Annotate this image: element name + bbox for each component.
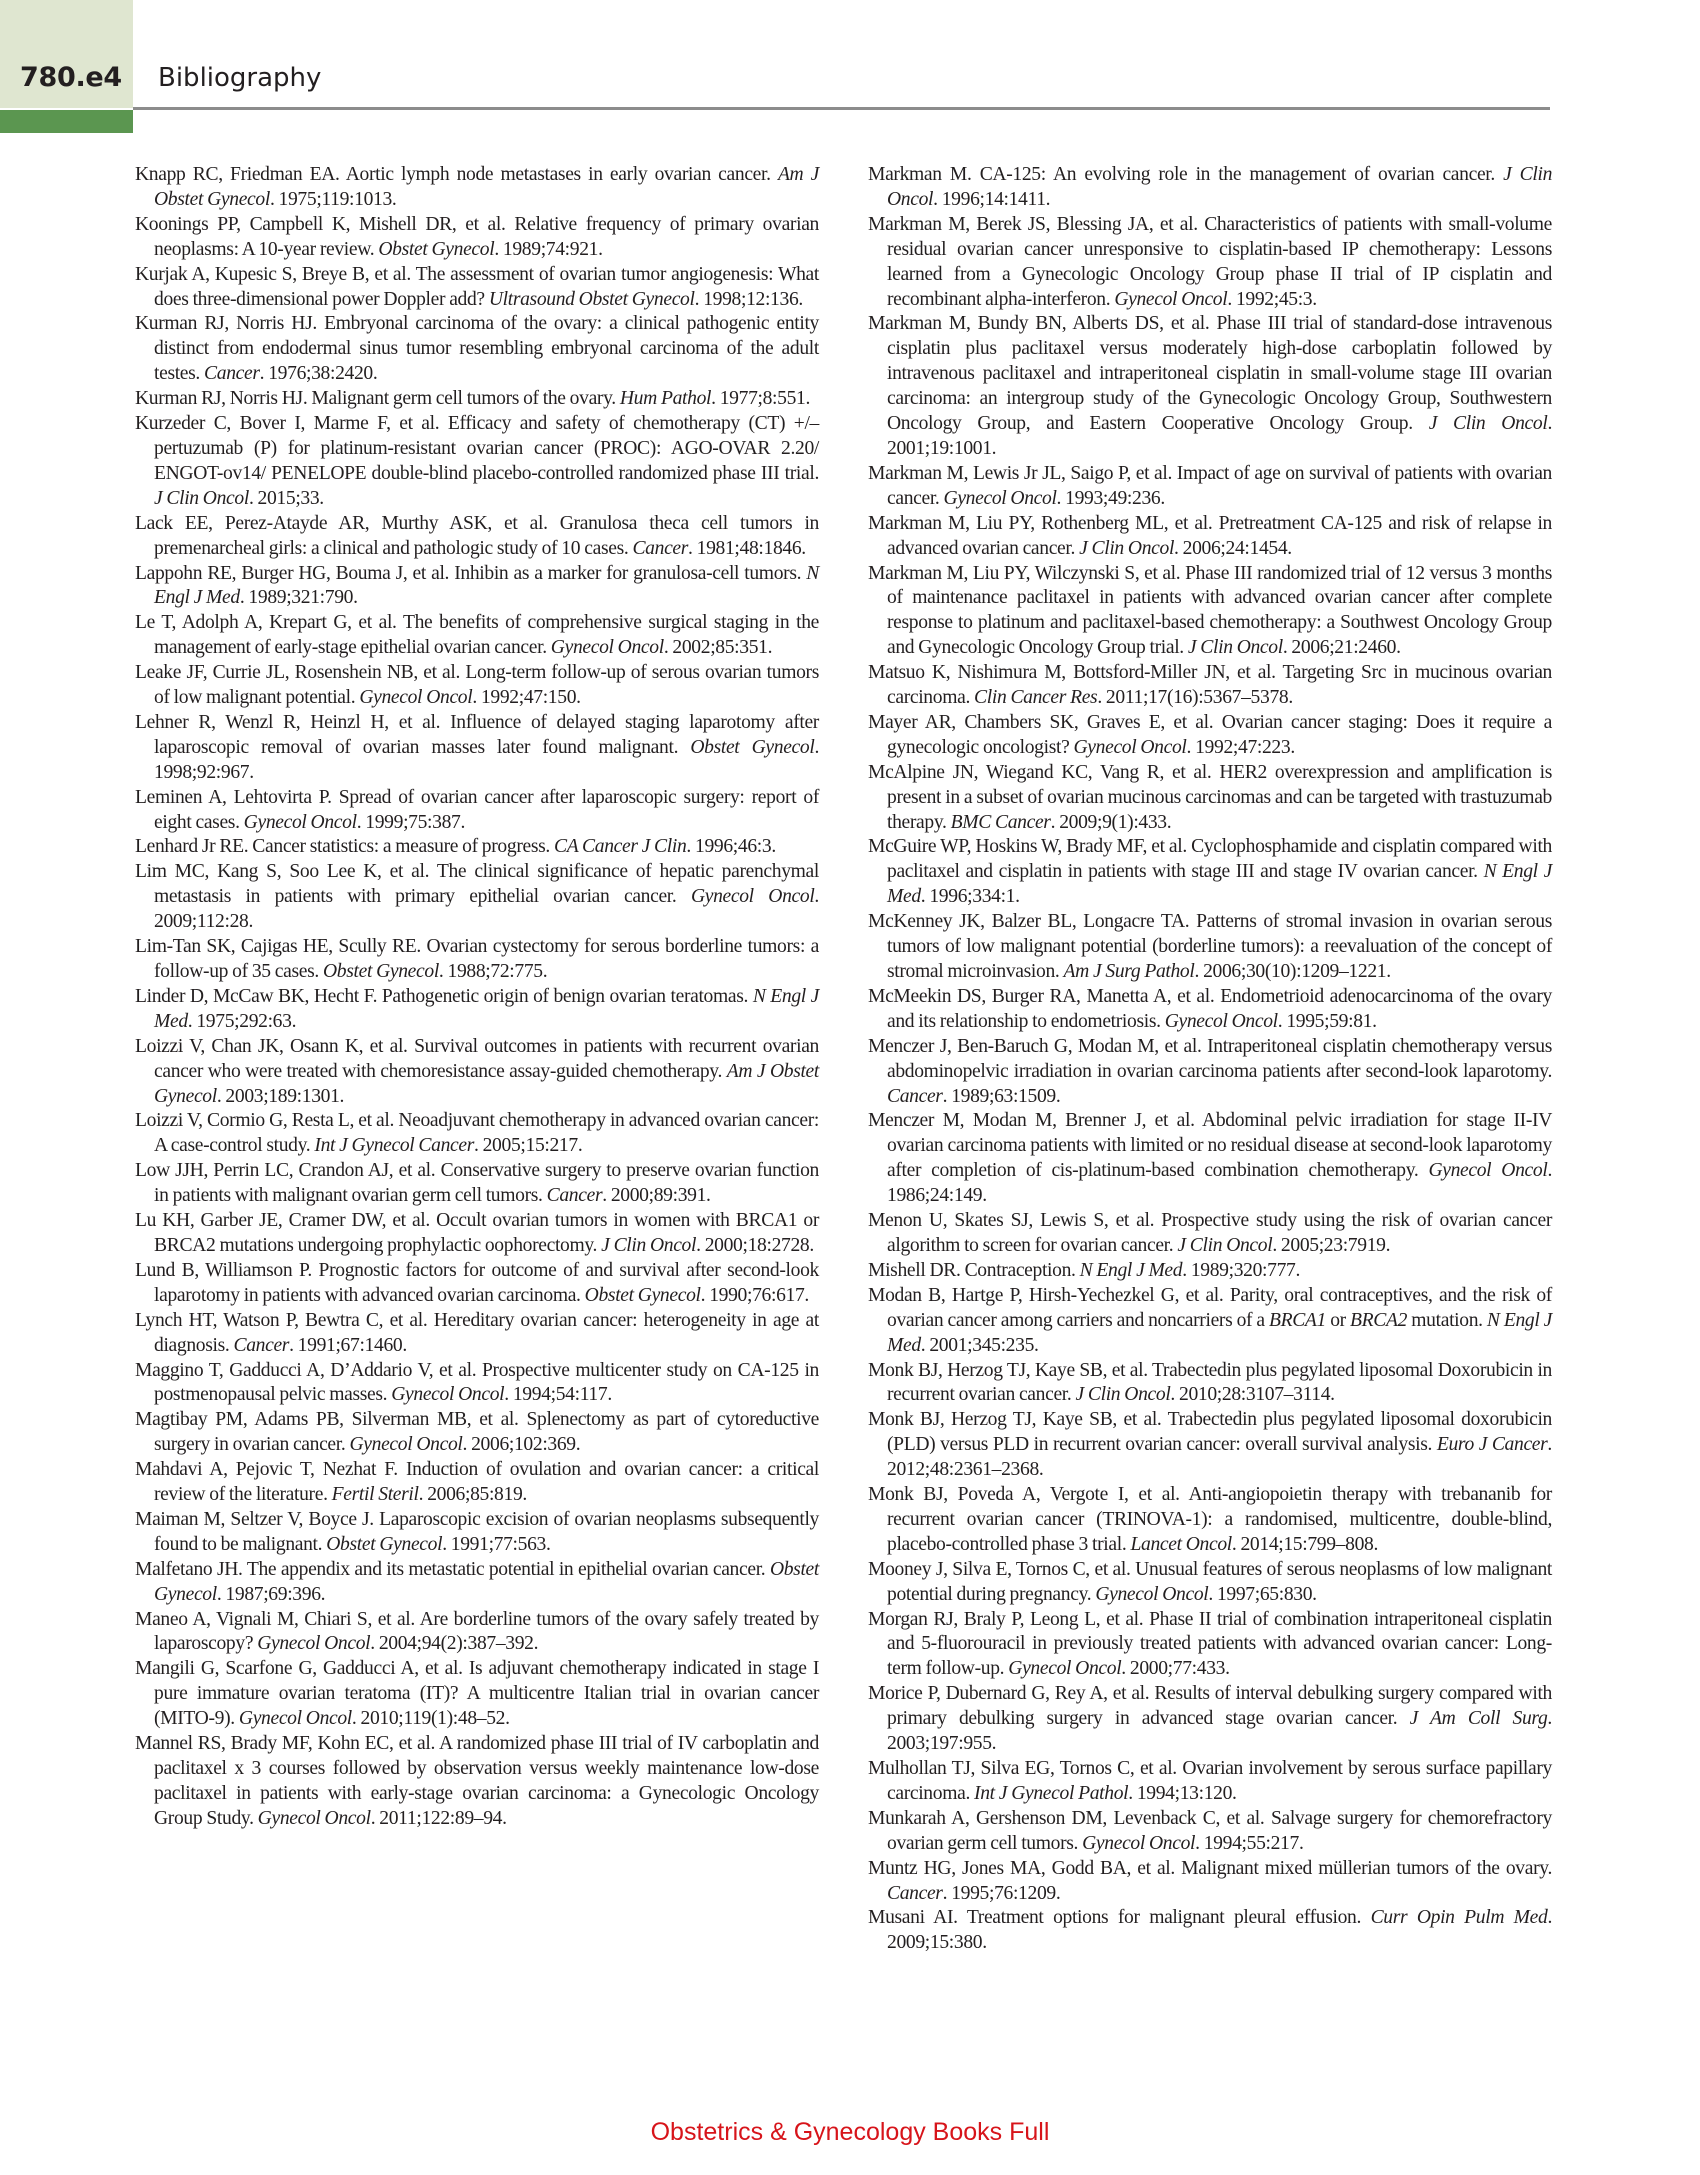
reference-entry [868,213,1552,313]
journal-name: Cancer [887,1882,943,1904]
reference-text: . 2015;33. [248,487,324,509]
reference-text: . 1987;69:396. [216,1583,326,1605]
reference-text: . 1995;59:81. [1277,1010,1377,1032]
journal-name: Gynecol Oncol [359,687,473,709]
left-column [135,163,819,1832]
journal-name: Gynecol Oncol [690,886,815,908]
reference-text: . 2010;119(1):48–52. [351,1708,510,1730]
journal-name: Gynecol Oncol [1114,288,1228,310]
reference-text: . 1992;47:223. [1186,736,1295,758]
reference-entry [135,1209,819,1259]
reference-text: . 1991;77:563. [442,1533,551,1555]
reference-text: . 2006;102:369. [462,1434,581,1456]
reference-entry [868,1682,1552,1757]
reference-text: . 2006;30(10):1209–1221. [1194,961,1391,982]
reference-text: Morgan RJ, Braly P, Leong L, et al. Phase II trial of combination intraperitoneal cisplatin and 5-fluorouracil in previously treated patients with advanced ovarian cancer: Long-term follow-up. [868,1608,1552,1680]
reference-text: . 2001;19:1001. [887,413,1552,459]
reference-entry [868,312,1552,461]
journal-name: J Clin Oncol [1177,1234,1273,1256]
journal-name: Curr Opin Pulm Med [1370,1907,1548,1929]
journal-name: Int J Gynecol Cancer [314,1135,475,1157]
reference-text: . 2003;197:955. [887,1708,1552,1755]
reference-entry [135,1657,819,1732]
reference-text: . 1975;292:63. [187,1010,297,1032]
reference-entry [868,1558,1552,1608]
journal-name: Obstet Gynecol [326,1533,443,1555]
reference-text: . 1990;76:617. [700,1284,809,1306]
reference-entry [135,263,819,313]
journal-name: J Clin Oncol [1428,413,1548,435]
reference-text: Kurman RJ, Norris HJ. Embryonal carcinoma of the ovary: a clinical pathogenic entity distinct from endodermal sinus tumor resembling embryonal carcinoma of the adult testes. [135,313,819,385]
reference-text: . 2002;85:351. [663,637,773,659]
reference-text: Lim-Tan SK, Cajigas HE, Scully RE. Ovarian cystectomy for serous borderline tumors: a follow-up of 35 cases. [135,936,819,982]
reference-entry [135,1309,819,1359]
journal-name: Gynecol Oncol [257,1807,371,1829]
reference-text: mutation. [1407,1309,1487,1331]
reference-text: . 2005;15:217. [474,1135,583,1157]
reference-text: . 1976;38:2420. [259,363,378,385]
reference-text: Modan B, Hartge P, Hirsh-Yechezkel G, et al. Parity, oral contraceptives, and the risk of ovarian cancer among carriers and noncarriers of a [868,1284,1552,1331]
reference-text: Munkarah A, Gershenson DM, Levenback C, et al. Salvage surgery for chemorefractory ovarian germ cell tumors. [868,1807,1552,1854]
reference-entry [868,1483,1552,1558]
reference-text: Knapp RC, Friedman EA. Aortic lymph node metastases in early ovarian cancer. [135,164,778,185]
reference-text: . 2011;17(16):5367–5378. [1097,687,1293,709]
reference-entry [868,985,1552,1035]
reference-text: . 2014;15:799–808. [1231,1533,1379,1555]
reference-text: . 2003;189:1301. [216,1085,345,1107]
journal-name: J Clin Oncol [154,487,249,509]
reference-entry [135,835,819,860]
reference-text: . 1998;92:967. [154,736,819,783]
journal-name: BRCA1 [1268,1309,1326,1331]
journal-name: Cancer [233,1334,290,1356]
reference-entry [868,1608,1552,1683]
journal-name: N Engl J Med [887,1309,1552,1356]
reference-text: . 1998;12:136. [694,288,803,310]
running-head: Bibliography [158,63,322,93]
journal-name: Gynecol Oncol [243,811,357,833]
reference-entry [135,163,819,213]
reference-text: . 2001;345:235. [920,1334,1039,1356]
reference-entry [135,711,819,786]
reference-text: . 2000;89:391. [602,1185,711,1207]
reference-text: . 2011;122:89–94. [370,1807,507,1829]
reference-text: Markman M, Lewis Jr JL, Saigo P, et al. Impact of age on survival of patients with ovarian cancer. [868,462,1552,509]
reference-text: . 1996;46:3. [686,836,776,858]
reference-text: . 1975;119:1013. [269,188,397,210]
reference-entry [868,1757,1552,1807]
reference-text: Mayer AR, Chambers SK, Graves E, et al. Ovarian cancer staging: Does it require a gynecologic oncologist? [868,711,1552,758]
reference-text: Kurman RJ, Norris HJ. Malignant germ cell tumors of the ovary. [135,388,620,410]
reference-text: Lehner R, Wenzl R, Heinzl H, et al. Influence of delayed staging laparotomy after laparoscopic removal of ovarian masses later found malignant. [135,711,819,758]
reference-text: . 1986;24:149. [887,1160,1552,1207]
reference-entry [135,562,819,612]
reference-entry [135,1508,819,1558]
reference-entry [135,1109,819,1159]
reference-text: . 2000;77:433. [1121,1658,1230,1680]
reference-text: Lenhard Jr RE. Cancer statistics: a measure of progress. [135,836,554,858]
reference-text: Maiman M, Seltzer V, Boyce J. Laparoscopic excision of ovarian neoplasms subsequently found to be malignant. [135,1508,819,1555]
reference-entry [135,786,819,836]
reference-text: Linder D, McCaw BK, Hecht F. Pathogenetic origin of benign ovarian teratomas. [135,985,753,1007]
journal-name: Gynecol Oncol [943,487,1057,509]
journal-name: Gynecol Oncol [1008,1658,1122,1680]
reference-text: . 1999;75:387. [356,811,466,833]
reference-text: Koonings PP, Campbell K, Mishell DR, et al. Relative frequency of primary ovarian neoplasms: A 10-year review. [135,213,819,260]
reference-entry [868,1807,1552,1857]
reference-entry [135,1558,819,1608]
reference-text: . 1992;45:3. [1227,288,1317,310]
reference-entry [868,1906,1552,1956]
reference-text: Matsuo K, Nishimura M, Bottsford-Miller JN, et al. Targeting Src in mucinous ovarian carcinoma. [868,662,1552,709]
reference-text: . 1989;320:777. [1182,1259,1301,1281]
reference-entry [868,761,1552,836]
footer-watermark: Obstetrics & Gynecology Books Full [650,2118,1050,2146]
reference-entry [868,1408,1552,1483]
reference-text: Kurzeder C, Bover I, Marme F, et al. Efficacy and safety of chemotherapy (CT) +/– pertuzumab (P) for platinum-resistant ovarian cancer (PROC): AGO-OVAR 2.20/ ENGOT-ov14/ PENELOPE double-blind placebo-controlled randomized phase III trial. [135,413,819,484]
reference-text: Musani AI. Treatment options for malignant pleural effusion. [868,1907,1371,1929]
reference-text: . 1995;76:1209. [942,1882,1061,1904]
reference-text: . 2006;21:2460. [1282,637,1401,659]
right-column [868,163,1552,1956]
reference-entry [868,661,1552,711]
journal-name: Ultrasound Obstet Gynecol [488,288,695,310]
reference-text: Muntz HG, Jones MA, Godd BA, et al. Malignant mixed müllerian tumors of the ovary. [868,1857,1552,1879]
journal-name: Gynecol Oncol [1428,1160,1548,1182]
reference-entry [868,1035,1552,1110]
reference-entry [868,512,1552,562]
reference-text: . 1991;67:1460. [289,1334,407,1356]
reference-entry [868,910,1552,985]
reference-text: Lack EE, Perez-Atayde AR, Murthy ASK, et al. Granulosa theca cell tumors in premenarcheal girls: a clinical and pathologic study of 10 cases. [135,512,819,559]
reference-entry [135,213,819,263]
journal-name: J Clin Oncol [1187,637,1283,659]
reference-text: McGuire WP, Hoskins W, Brady MF, et al. Cyclophosphamide and cisplatin compared with paclitaxel and cisplatin in patients with stage III and stage IV ovarian cancer. [868,836,1552,883]
reference-text: Loizzi V, Chan JK, Osann K, et al. Survival outcomes in patients with recurrent ovarian cancer who were treated with chemoresistance assay-guided chemotherapy. [135,1035,819,1082]
page-number: 780.e4 [20,62,122,93]
reference-text: Kurjak A, Kupesic S, Breye B, et al. The assessment of ovarian tumor angiogenesis: What does three-dimensional power Doppler add? [135,263,819,310]
journal-name: Int J Gynecol Pathol [974,1782,1129,1804]
header-rule [133,107,1550,110]
reference-text: Le T, Adolph A, Krepart G, et al. The benefits of comprehensive surgical staging in the management of early-stage epithelial ovarian cancer. [135,612,819,659]
journal-name: J Clin Oncol [1079,537,1175,559]
reference-text: Loizzi V, Cormio G, Resta L, et al. Neoadjuvant chemotherapy in advanced ovarian cancer: A case-control study. [135,1110,819,1157]
reference-entry [135,1359,819,1409]
reference-text: . 2004;94(2):387–392. [370,1633,539,1655]
reference-text: Lu KH, Garber JE, Cramer DW, et al. Occult ovarian tumors in women with BRCA1 or BRCA2 mutations undergoing prophylactic oophorectomy. [135,1210,819,1256]
reference-text: . 1989;321:790. [239,587,358,609]
reference-entry [135,412,819,512]
reference-entry [135,1608,819,1658]
reference-entry [868,1284,1552,1359]
journal-name: Fertil Steril [331,1484,419,1506]
reference-text: . 2012;48:2361–2368. [887,1434,1552,1481]
reference-text: . 2006;85:819. [418,1484,527,1506]
reference-text: . 2000;18:2728. [696,1234,814,1256]
journal-name: Gynecol Oncol [238,1708,352,1730]
reference-text: . 1992;47:150. [472,687,581,709]
reference-text: . 1994;54:117. [504,1384,612,1406]
reference-entry [135,1259,819,1309]
reference-text: McAlpine JN, Wiegand KC, Vang R, et al. HER2 overexpression and amplification is present in a subset of ovarian mucinous carcinomas and can be targeted with trastuzumab therapy. [868,761,1552,833]
reference-entry [135,985,819,1035]
reference-text: Mooney J, Silva E, Tornos C, et al. Unusual features of serous neoplasms of low malignant potential during pregnancy. [868,1558,1552,1605]
reference-text: Markman M, Liu PY, Rothenberg ML, et al. Pretreatment CA-125 and risk of relapse in advanced ovarian cancer. [868,512,1552,559]
journal-name: Gynecol Oncol [1073,736,1187,758]
reference-text: . 2009;9(1):433. [1050,811,1172,833]
reference-text: . 1989;63:1509. [942,1085,1061,1107]
reference-text: Markman M. CA-125: An evolving role in the management of ovarian cancer. [868,164,1504,185]
reference-text: . 1996;14:1411. [933,188,1051,210]
reference-text: . 1996;334:1. [920,886,1020,908]
journal-name: J Clin Oncol [601,1234,697,1256]
reference-text: . 1994;55:217. [1195,1832,1304,1854]
reference-text: Lim MC, Kang S, Soo Lee K, et al. The clinical significance of hepatic parenchymal metastasis in patients with primary epithelial ovarian cancer. [135,861,819,908]
reference-entry [868,163,1552,213]
reference-entry [135,1732,819,1832]
reference-text: Lappohn RE, Burger HG, Bouma J, et al. Inhibin as a marker for granulosa-cell tumors. [135,562,807,584]
reference-text: Leake JF, Currie JL, Rosenshein NB, et al. Long-term follow-up of serous ovarian tumors of low malignant potential. [135,662,819,709]
journal-name: Gynecol Oncol [1082,1832,1196,1854]
journal-name: Obstet Gynecol [154,1558,819,1605]
journal-name: CA Cancer J Clin [554,836,687,858]
reference-entry [868,1109,1552,1209]
reference-text: or [1326,1309,1351,1331]
reference-text: Lund B, Williamson P. Prognostic factors for outcome of and survival after second-look laparotomy in patients with advanced ovarian carcinoma. [135,1259,819,1306]
reference-entry [135,312,819,387]
reference-text: Maggino T, Gadducci A, D’Addario V, et al. Prospective multicenter study on CA-125 in postmenopausal pelvic masses. [135,1359,819,1406]
reference-entry [135,935,819,985]
reference-entry [135,860,819,935]
journal-name: Gynecol Oncol [391,1384,505,1406]
reference-text: . 1977;8:551. [711,388,811,410]
reference-text: Menczer M, Modan M, Brenner J, et al. Abdominal pelvic irradiation for stage II-IV ovarian carcinoma patients with limited or no residual disease at second-look laparotomy after completion of cis-platinum-based combination chemotherapy. [868,1110,1552,1182]
journal-name: Gynecol Oncol [257,1633,371,1655]
reference-entry [868,462,1552,512]
reference-text: . 2009;15:380. [887,1907,1552,1954]
journal-name: Am J Surg Pathol [1063,961,1195,982]
reference-entry [135,1458,819,1508]
journal-name: Euro J Cancer [1436,1434,1548,1456]
journal-name: Gynecol Oncol [550,637,664,659]
journal-name: Cancer [632,537,689,559]
journal-name: Clin Cancer Res [974,687,1098,709]
reference-entry [135,387,819,412]
reference-text: . 1993;49:236. [1056,487,1165,509]
reference-text: Monk BJ, Herzog TJ, Kaye SB, et al. Trabectedin plus pegylated liposomal Doxorubicin in recurrent ovarian cancer. [868,1359,1552,1406]
reference-text: Mahdavi A, Pejovic T, Nezhat F. Induction of ovulation and ovarian cancer: a critical review of the literature. [135,1459,819,1506]
reference-text: Leminen A, Lehtovirta P. Spread of ovarian cancer after laparoscopic surgery: report of eight cases. [135,786,819,833]
journal-name: BMC Cancer [950,811,1051,833]
journal-name: J Clin Oncol [1075,1384,1171,1406]
reference-entry [868,1259,1552,1284]
reference-text: McKenney JK, Balzer BL, Longacre TA. Patterns of stromal invasion in ovarian serous tumors of low malignant potential (borderline tumors): a reevaluation of the concept of stromal microinvasion. [868,911,1552,982]
journal-name: Obstet Gynecol [584,1284,701,1306]
reference-entry [135,1159,819,1209]
reference-text: Mulhollan TJ, Silva EG, Tornos C, et al. Ovarian involvement by serous surface papillary carcinoma. [868,1758,1552,1804]
journal-name: N Engl J Med [1079,1259,1183,1281]
journal-name: Cancer [546,1185,603,1207]
journal-name: Cancer [887,1085,943,1107]
reference-entry [135,1408,819,1458]
reference-text: . 1989;74:921. [494,238,603,260]
journal-name: Obstet Gynecol [378,238,495,260]
reference-entry [868,835,1552,910]
reference-text: Mangili G, Scarfone G, Gadducci A, et al. Is adjuvant chemotherapy indicated in stage I pure immature ovarian teratoma (IT)? A multicentre Italian trial in ovarian cancer (MITO-9). [135,1658,819,1730]
reference-text: . 2010;28:3107–3114. [1170,1384,1335,1406]
reference-entry [135,1035,819,1110]
journal-name: N Engl J Med [887,861,1552,908]
journal-name: Obstet Gynecol [690,736,815,758]
journal-name: BRCA2 [1350,1309,1408,1331]
journal-name: J Am Coll Surg [1409,1708,1548,1730]
reference-text: Menon U, Skates SJ, Lewis S, et al. Prospective study using the risk of ovarian cancer algorithm to screen for ovarian cancer. [868,1210,1552,1256]
reference-text: . 1988;72:775. [438,961,548,982]
reference-entry [868,562,1552,662]
journal-name: Gynecol Oncol [1164,1010,1278,1032]
journal-name: Obstet Gynecol [322,961,439,982]
journal-name: N Engl J Med [154,985,820,1032]
reference-text: . 2006;24:1454. [1174,537,1292,559]
journal-name: Am J Obstet Gynecol [154,164,819,210]
reference-text: Markman M, Liu PY, Wilczynski S, et al. Phase III randomized trial of 12 versus 3 months of maintenance paclitaxel in patients with advanced ovarian cancer after complete response to platinum and paclitaxel-based chemotherapy: a Southwest Oncology Group and Gynecologic Oncology Group trial. [868,562,1552,659]
journal-name: Gynecol Oncol [349,1434,463,1456]
reference-entry [135,661,819,711]
reference-entry [868,1209,1552,1259]
reference-text: . 2009;112:28. [154,886,819,933]
reference-text: McMeekin DS, Burger RA, Manetta A, et al. Endometrioid adenocarcinoma of the ovary and its relationship to endometriosis. [868,985,1552,1032]
journal-name: Lancet Oncol [1130,1533,1232,1555]
reference-text: . 1997;65:830. [1208,1583,1317,1605]
reference-entry [135,611,819,661]
reference-text: Magtibay PM, Adams PB, Silverman MB, et al. Splenectomy as part of cytoreductive surgery in ovarian cancer. [135,1409,819,1456]
reference-text: Malfetano JH. The appendix and its metastatic potential in epithelial ovarian cancer. [135,1558,770,1580]
journal-name: N Engl J Med [154,562,819,609]
reference-text: Markman M, Bundy BN, Alberts DS, et al. Phase III trial of standard-dose intravenous cisplatin plus paclitaxel versus moderately high-dose carboplatin followed by intravenous paclitaxel and intraperitoneal cisplatin in small-volume stage III ovarian carcinoma: an intergroup study of the Gynecologic Oncology Group, Southwestern Oncology Group, and Eastern Cooperative Oncology Group. [868,313,1552,435]
reference-text: . 1981;48:1846. [688,537,806,559]
reference-entry [868,1359,1552,1409]
reference-text: Low JJH, Perrin LC, Crandon AJ, et al. Conservative surgery to preserve ovarian function in patients with malignant ovarian germ cell tumors. [135,1160,819,1207]
reference-text: Maneo A, Vignali M, Chiari S, et al. Are borderline tumors of the ovary safely treated by laparoscopy? [135,1608,819,1655]
reference-entry [868,711,1552,761]
reference-text: Monk BJ, Poveda A, Vergote I, et al. Anti-angiopoietin therapy with trebananib for recurrent ovarian cancer (TRINOVA-1): a randomised, multicentre, double-blind, placebo-controlled phase 3 trial. [868,1484,1552,1555]
reference-text: Lynch HT, Watson P, Bewtra C, et al. Hereditary ovarian cancer: heterogeneity in age at diagnosis. [135,1309,819,1356]
reference-text: . 1994;13:120. [1128,1782,1237,1804]
reference-text: Mishell DR. Contraception. [868,1259,1080,1281]
journal-name: Hum Pathol [619,388,712,410]
reference-text: . 2005;23:7919. [1272,1234,1391,1256]
reference-entry [135,512,819,562]
reference-entry [868,1857,1552,1907]
journal-name: Am J Obstet Gynecol [154,1060,819,1107]
reference-text: Menczer J, Ben-Baruch G, Modan M, et al. Intraperitoneal cisplatin chemotherapy versus abdominopelvic irradiation in ovarian carcinoma patients after second-look laparotomy. [868,1035,1552,1082]
reference-text: Mannel RS, Brady MF, Kohn EC, et al. A randomized phase III trial of IV carboplatin and paclitaxel x 3 courses followed by observation versus weekly maintenance low-dose paclitaxel in patients with early-stage ovarian carcinoma: a Gynecologic Oncology Group Study. [135,1733,819,1829]
reference-text: Morice P, Dubernard G, Rey A, et al. Results of interval debulking surgery compared with primary debulking surgery in advanced stage ovarian cancer. [868,1683,1552,1730]
journal-name: Gynecol Oncol [1095,1583,1209,1605]
journal-name: Cancer [204,363,260,385]
reference-text: Markman M, Berek JS, Blessing JA, et al. Characteristics of patients with small-volume residual ovarian cancer unresponsive to cisplatin-based IP chemotherapy: Lessons learned from a Gynecologic Oncology Group phase II trial of IP cisplatin and recombinant alpha-interferon. [868,213,1552,310]
journal-name: J Clin Oncol [887,164,1553,210]
reference-text: Monk BJ, Herzog TJ, Kaye SB, et al. Trabectedin plus pegylated liposomal doxorubicin (PLD) versus PLD in recurrent ovarian cancer: overall survival analysis. [868,1409,1552,1456]
page-tab-band [0,110,133,133]
